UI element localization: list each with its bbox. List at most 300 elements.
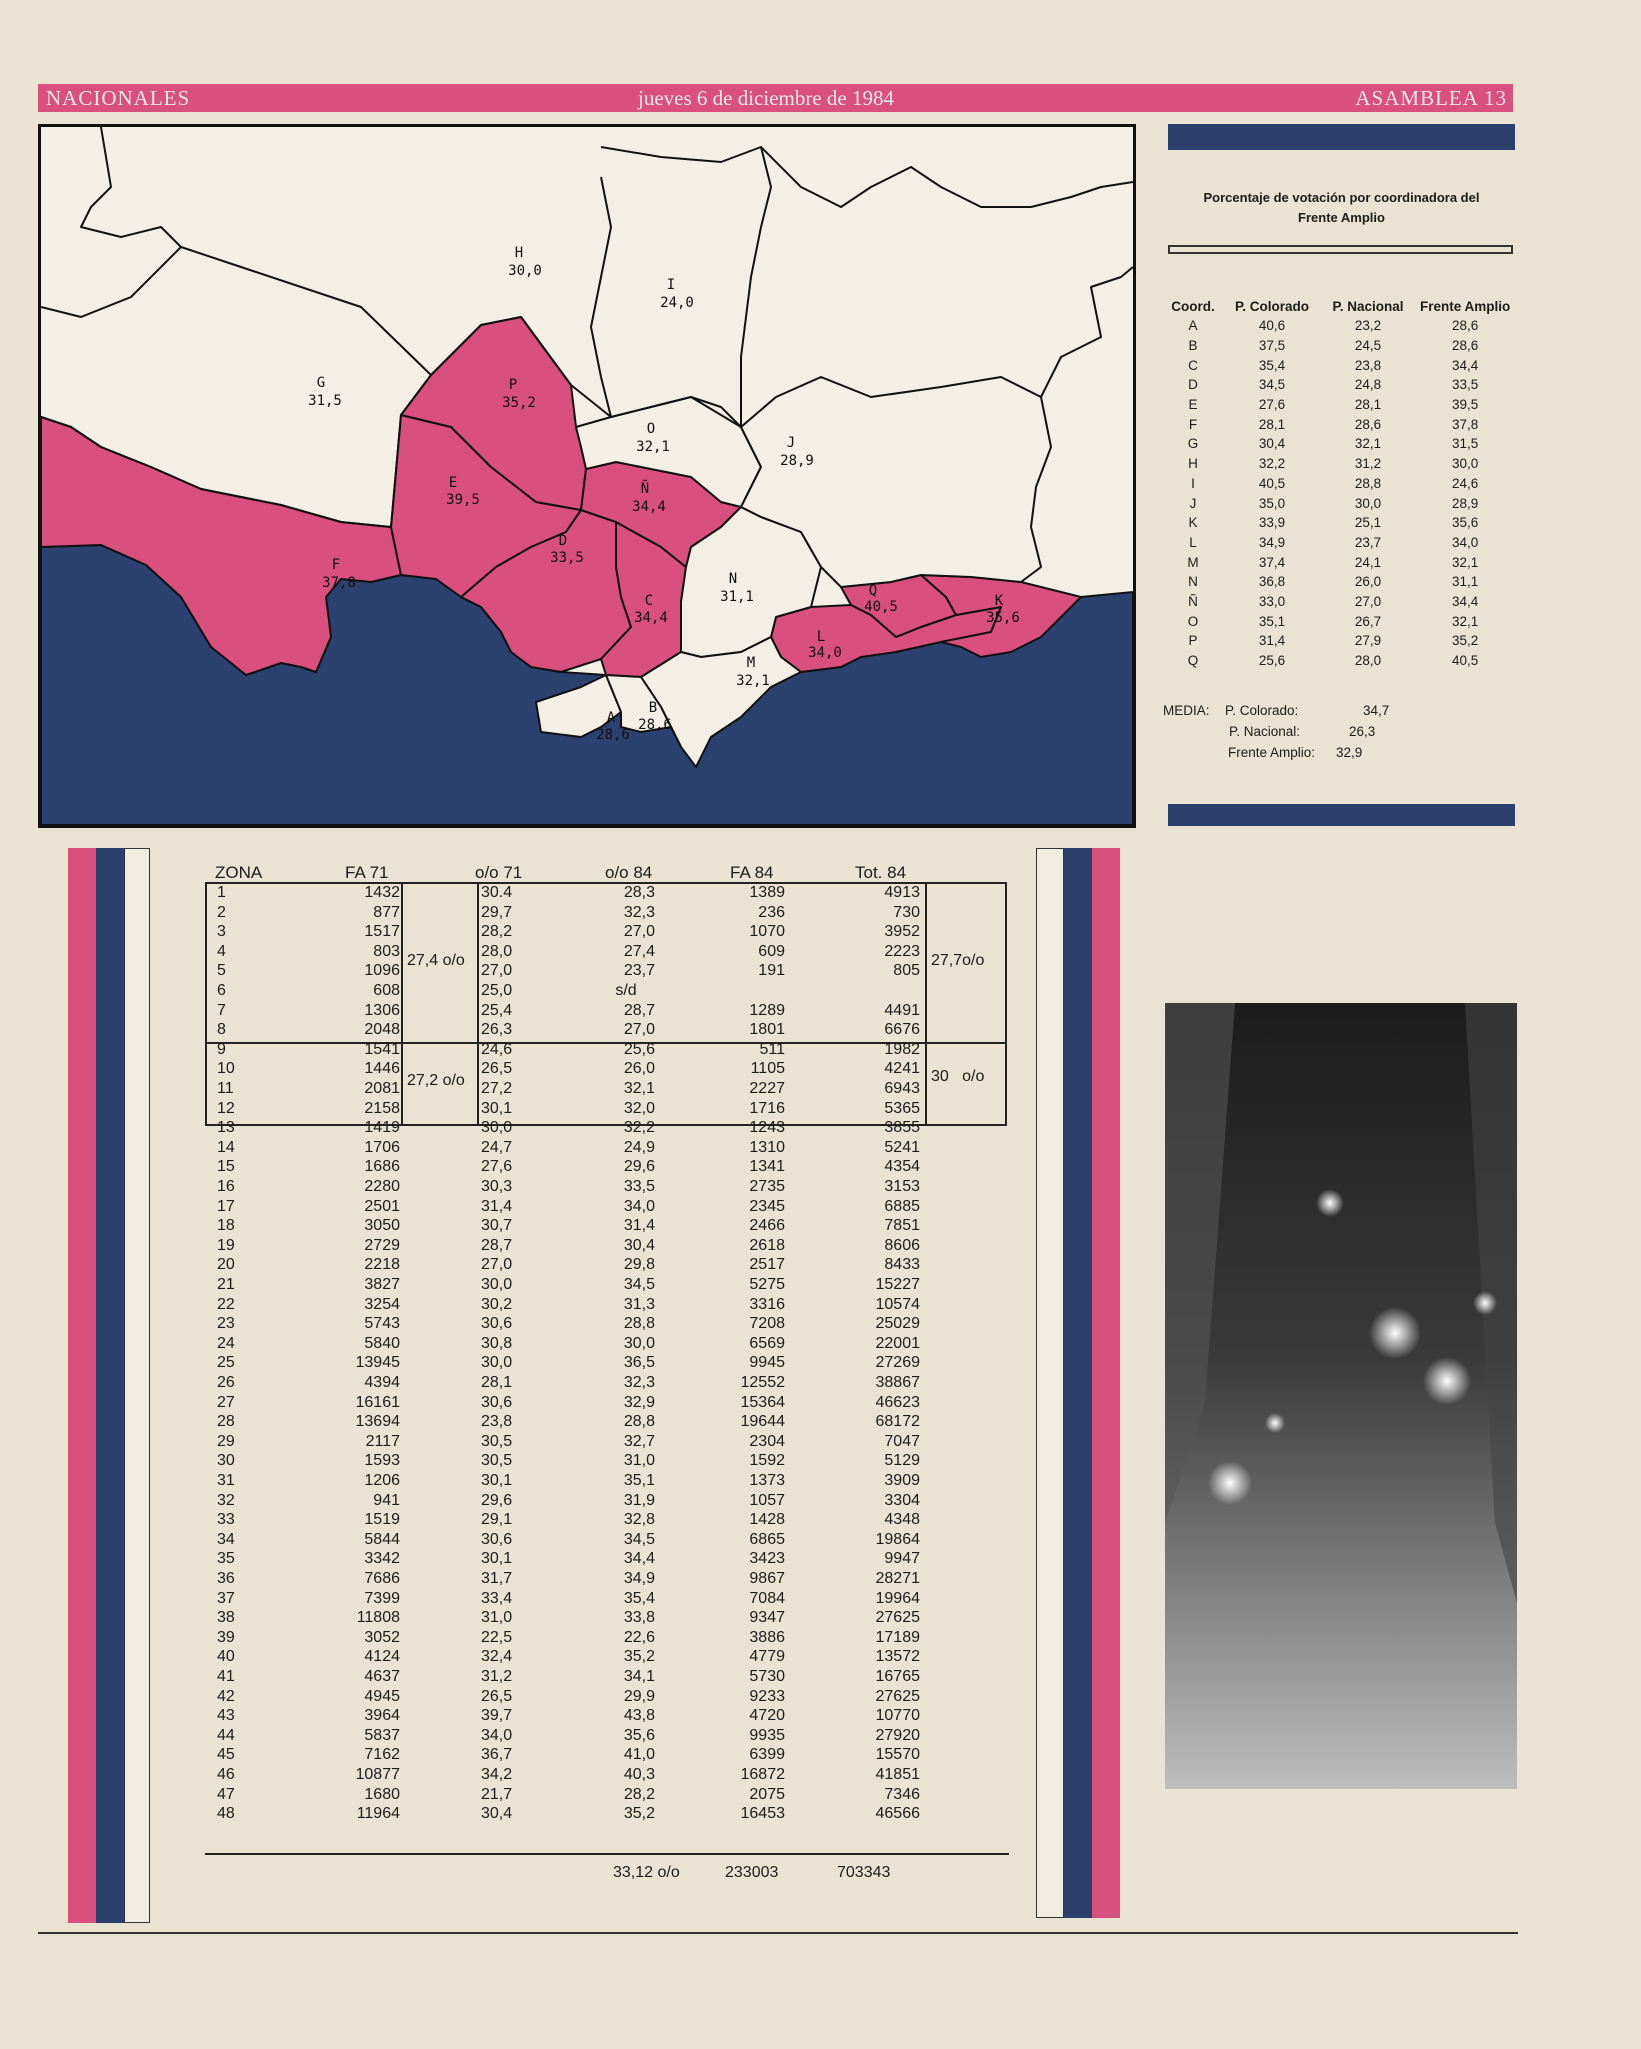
hdr-fa71: FA 71: [345, 863, 389, 882]
zona-fa71: 3050: [364, 1217, 400, 1235]
zona-fa84: 3886: [749, 1628, 785, 1646]
zona-pct71: 30,1: [481, 1550, 513, 1568]
zona-number: 40: [217, 1648, 235, 1666]
coord-code: J: [1189, 495, 1197, 511]
zona-pct84: 40,3: [623, 1766, 655, 1783]
coord-fa: 28,6: [1451, 338, 1479, 354]
zona-pct71: 33,4: [481, 1589, 513, 1607]
coord-table-body: [1162, 316, 1514, 670]
zona-pct71: 31,2: [481, 1668, 513, 1685]
zona-pct84: 28,2: [623, 1785, 655, 1803]
map-value-B: 28,6: [638, 717, 672, 733]
zona-pct84: 27,0: [623, 1021, 655, 1039]
zona-fa84: 1243: [749, 1119, 785, 1137]
zona-number: 25: [217, 1354, 235, 1372]
zona-number: 20: [217, 1256, 235, 1274]
zona-pct71: 31,4: [481, 1197, 513, 1215]
coord-code: P: [1188, 633, 1198, 649]
zona-fa71: 3342: [364, 1550, 400, 1568]
media-colorado-value: 34,7: [1363, 703, 1390, 718]
zona-number: 11: [217, 1080, 234, 1097]
zona-number: 16: [217, 1178, 235, 1195]
zona-tot84: 27920: [875, 1726, 920, 1744]
map-label-enie: Ñ: [640, 481, 650, 497]
zona-fa84: 1389: [749, 884, 785, 901]
coord-code: H: [1188, 456, 1198, 472]
zona-pct84: 41,0: [623, 1746, 655, 1764]
coord-row: [1162, 414, 1514, 434]
zona-pct71: 27,0: [481, 1256, 513, 1274]
zona-number: 5: [217, 962, 226, 980]
zona-tot84: 3153: [884, 1178, 920, 1195]
zona-pct84: 28,3: [623, 884, 655, 901]
map-value-E: 39,5: [446, 492, 480, 508]
legend-title: [1168, 188, 1515, 228]
zona-fa71: 1680: [364, 1785, 400, 1803]
zona-tot84: 4348: [884, 1511, 920, 1529]
zona-fa84: 1070: [749, 923, 785, 941]
map-value-O: 32,1: [636, 439, 670, 455]
zona-fa84: 1057: [749, 1491, 785, 1509]
zona-pct71: 30,7: [481, 1217, 513, 1235]
zona-tot84: 27625: [875, 1609, 920, 1627]
zona-pct84: 22,6: [623, 1628, 655, 1646]
coord-fa: 35,2: [1451, 633, 1479, 649]
zona-pct71: 27,2: [481, 1080, 513, 1097]
zona-fa71: 4637: [364, 1668, 400, 1685]
coord-fa: 39,5: [1451, 397, 1479, 413]
zona-number: 43: [217, 1707, 235, 1725]
coord-fa: 35,6: [1451, 515, 1479, 531]
zona-number: 46: [217, 1766, 235, 1783]
coord-row: [1162, 533, 1514, 553]
zona-number: 4: [217, 942, 226, 960]
zona-tot84: 16765: [875, 1668, 920, 1685]
zona-pct84: 34,5: [623, 1276, 655, 1293]
map-value-enie: 34,4: [632, 499, 666, 515]
zona-fa71: 2501: [364, 1197, 400, 1215]
zona-number: 21: [217, 1276, 235, 1293]
zona-pct84: 35,4: [623, 1589, 655, 1607]
zona-number: 36: [217, 1570, 235, 1587]
zona-fa71: 1206: [364, 1472, 400, 1489]
coord-fa: 28,6: [1451, 318, 1479, 334]
zona-fa71: 1446: [364, 1060, 400, 1078]
media-colorado-label: P. Colorado:: [1225, 703, 1299, 718]
zona-fa71: 13945: [355, 1354, 400, 1372]
coord-colorado: 40,6: [1258, 318, 1286, 334]
zona-tot84: 15570: [875, 1746, 920, 1764]
coord-row: [1162, 395, 1514, 415]
coast-nw: [81, 127, 181, 247]
map-label-D: D: [558, 533, 568, 549]
coord-row: [1162, 336, 1514, 356]
zona-number: 15: [217, 1158, 235, 1176]
zona-fa84: 16872: [740, 1766, 785, 1783]
zona-pct84: 25,6: [623, 1040, 655, 1058]
zona-fa71: 1686: [364, 1158, 400, 1176]
zona-fa71: 2218: [364, 1256, 400, 1274]
map-value-N: 31,1: [720, 589, 754, 605]
zona-fa84: 1310: [749, 1138, 785, 1156]
zona-number: 27: [217, 1393, 235, 1411]
zona-number: 22: [217, 1295, 235, 1313]
coord-colorado: 31,4: [1258, 633, 1286, 649]
legend-top-bar: [1168, 124, 1515, 150]
zona-fa71: 7686: [364, 1570, 400, 1587]
media-label: MEDIA:: [1163, 703, 1210, 718]
zona-fa84: 609: [758, 942, 785, 960]
legend-title-rule: [1168, 245, 1513, 254]
zona-tot84: 3909: [884, 1472, 920, 1489]
coord-colorado: 34,9: [1258, 534, 1286, 550]
zona-fa84: 2345: [749, 1197, 785, 1215]
zona-fa84: 15364: [740, 1393, 785, 1411]
right-flag-pink: [1092, 848, 1120, 1918]
zona-pct84: 28,7: [623, 1001, 655, 1019]
zona-pct84: 31,4: [623, 1217, 655, 1235]
zona-fa84: 2075: [749, 1785, 785, 1803]
zona-pct84: 34,5: [623, 1530, 655, 1548]
zona-fa84: 1716: [749, 1099, 785, 1117]
zona-number: 2: [217, 903, 226, 921]
zona-fa84: 191: [758, 962, 785, 980]
zona-pct71: 30,6: [481, 1315, 513, 1333]
page-header-band: [38, 84, 1513, 112]
zona-number: 47: [217, 1785, 235, 1803]
zona-tot84: 25029: [875, 1315, 920, 1333]
map-value-Q: 40,5: [864, 599, 898, 615]
zona-pct71: 26,5: [481, 1060, 513, 1078]
coord-fa: 30,0: [1451, 456, 1479, 472]
coord-code: Q: [1187, 653, 1199, 669]
zona-pct84: 36,5: [623, 1354, 655, 1372]
map-label-H: H: [514, 245, 524, 261]
zona-pct84: 30,4: [623, 1236, 655, 1254]
zona-fa84: 236: [758, 903, 785, 921]
zona-fa84: 12552: [740, 1374, 785, 1391]
coord-code: K: [1188, 515, 1198, 531]
coord-fa: 31,1: [1451, 574, 1479, 590]
coord-row: [1162, 355, 1514, 375]
zona-fa71: 2280: [364, 1178, 400, 1195]
zona-fa71: 608: [373, 982, 400, 999]
map-label-N: N: [728, 571, 738, 587]
zona-tot84: 4354: [884, 1158, 920, 1176]
zona-pct71: 28,0: [481, 942, 513, 960]
zona-pct71: 28,2: [481, 923, 513, 941]
coord-table-header: [1162, 296, 1514, 316]
zona-tot84: 6676: [884, 1021, 920, 1039]
coord-code: D: [1188, 377, 1198, 393]
media-fa-label: Frente Amplio:: [1228, 745, 1316, 760]
coord-colorado: 25,6: [1258, 653, 1286, 669]
zona-tot84: 8433: [884, 1256, 920, 1274]
coord-row: [1162, 474, 1514, 494]
zona-pct71: 30,0: [481, 1119, 513, 1137]
map-label-K: K: [994, 593, 1004, 609]
zona-tot84: 28271: [875, 1570, 920, 1587]
coord-fa: 24,6: [1451, 475, 1479, 491]
zona-fa84: 2735: [749, 1178, 785, 1195]
map-label-P: P: [508, 377, 518, 393]
coord-nacional: 24,8: [1354, 377, 1382, 393]
zona-pct84: 32,2: [623, 1119, 655, 1137]
zona-tot84: 7346: [884, 1785, 920, 1803]
group-vline-left: [401, 882, 403, 1126]
zona-pct84: 43,8: [623, 1707, 655, 1725]
issue-date: jueves 6 de diciembre de 1984: [638, 86, 894, 110]
hdr-pct71: o/o 71: [475, 863, 523, 882]
zona-pct71: 30,6: [481, 1393, 513, 1411]
coord-code: I: [1191, 475, 1195, 491]
total-pct: 33,12 o/o: [613, 1864, 680, 1881]
zona-pct71: 23,8: [481, 1413, 513, 1431]
zona-number: 29: [217, 1432, 235, 1450]
zona-fa84: 1341: [749, 1158, 785, 1176]
section-name: NACIONALES: [46, 86, 191, 110]
coord-row: [1162, 513, 1514, 533]
coord-nacional: 23,8: [1354, 357, 1382, 373]
zona-fa84: 1373: [749, 1472, 785, 1489]
coord-fa: 28,9: [1451, 495, 1479, 511]
zona-number: 35: [217, 1550, 235, 1568]
zona-fa84: 1105: [750, 1060, 785, 1078]
zona-number: 24: [217, 1334, 235, 1352]
map-svg: [41, 127, 1133, 825]
zona-pct71: 22,5: [481, 1628, 513, 1646]
zona-fa84: 6569: [749, 1334, 785, 1352]
coord-row: [1162, 552, 1514, 572]
coord-code: E: [1188, 397, 1198, 413]
total-fa84: 233003: [725, 1864, 779, 1881]
zona-number: 39: [217, 1628, 235, 1646]
zona-fa84: 7084: [749, 1589, 785, 1607]
zona-fa71: 4394: [364, 1374, 400, 1391]
crowd-photo: [1165, 1003, 1517, 1789]
map-value-F: 37,8: [322, 575, 356, 591]
left-flag-pink: [68, 848, 96, 1923]
zona-fa71: 10877: [355, 1766, 400, 1783]
zona-tot84: 22001: [875, 1334, 920, 1352]
zona-number: 6: [217, 982, 226, 999]
zona-fa71: 4945: [364, 1687, 400, 1705]
zona-fa84: 9935: [749, 1726, 785, 1744]
coord-colorado: 27,6: [1258, 397, 1286, 413]
zona-tot84: 5129: [884, 1452, 920, 1470]
photo-light-4: [1316, 1189, 1344, 1217]
zona-fa84: 9347: [749, 1609, 785, 1627]
zona-tot84: 10574: [875, 1295, 920, 1313]
zona-pct71: 30,6: [481, 1530, 513, 1548]
zona-fa71: 11964: [356, 1805, 400, 1823]
group2-right-pct: 30 o/o: [931, 1068, 985, 1085]
coord-nacional: 32,1: [1354, 436, 1382, 452]
zona-number: 32: [217, 1491, 235, 1509]
zona-fa84: 1428: [749, 1511, 785, 1529]
zona-pct84: 34,4: [623, 1550, 655, 1568]
media-nacional-value: 26,3: [1349, 724, 1376, 739]
zona-fa84: 5730: [749, 1668, 785, 1685]
zona-fa71: 1541: [364, 1040, 400, 1058]
zona-fa84: 3316: [749, 1295, 785, 1313]
zona-fa71: 1519: [364, 1511, 400, 1529]
zona-number: 33: [217, 1511, 235, 1529]
coord-fa: 33,5: [1451, 377, 1479, 393]
map-value-M: 32,1: [736, 673, 770, 689]
zona-tot84: 730: [893, 903, 920, 921]
zona-pct84: 35,2: [623, 1648, 655, 1666]
zona-fa71: 1306: [364, 1001, 400, 1019]
coord-row: [1162, 651, 1514, 671]
zona-pct84: 32,1: [623, 1080, 655, 1097]
col-nacional: P. Nacional: [1332, 298, 1404, 314]
map-value-A: 28,6: [596, 727, 630, 743]
zona-pct71: 30,1: [481, 1472, 513, 1489]
zona-tot84: 9947: [884, 1550, 920, 1568]
coord-nacional: 25,1: [1354, 515, 1382, 531]
zona-tot84: 41851: [875, 1766, 920, 1783]
zona-pct84: 30,0: [623, 1334, 655, 1352]
zona-pct84: 35,2: [623, 1805, 655, 1823]
zona-tot84: 13572: [875, 1648, 920, 1666]
zona-pct84: 34,9: [623, 1570, 655, 1587]
coord-fa: 34,4: [1451, 357, 1479, 373]
zona-pct71: 24,7: [481, 1138, 513, 1156]
zona-fa71: 1517: [364, 923, 400, 941]
media-fa-value: 32,9: [1336, 745, 1363, 760]
zona-pct71: 25,0: [481, 982, 513, 999]
coord-fa: 34,0: [1451, 534, 1479, 550]
coord-nacional: 28,8: [1354, 475, 1382, 491]
zona-fa71: 2729: [364, 1236, 400, 1254]
map-value-G: 31,5: [308, 393, 342, 409]
page-bottom-rule: [38, 1932, 1518, 1934]
coord-nacional: 28,0: [1354, 653, 1382, 669]
zona-pct71: 30,4: [481, 1805, 513, 1823]
zona-pct84: 31,0: [623, 1452, 655, 1470]
zona-tot84: 7851: [884, 1217, 920, 1235]
map-value-D: 33,5: [550, 550, 584, 566]
hdr-zona: ZONA: [215, 863, 263, 882]
zona-pct84: 32,9: [623, 1393, 655, 1411]
zona-tot84: 46566: [875, 1805, 920, 1823]
zona-number: 41: [217, 1668, 235, 1685]
zona-tot84: 4491: [884, 1001, 920, 1019]
zona-number: 31: [217, 1472, 235, 1489]
zona-number: 26: [217, 1374, 235, 1391]
zona-pct71: 29,7: [481, 903, 513, 921]
zona-fa71: 877: [373, 903, 400, 921]
zona-fa71: 5844: [364, 1530, 400, 1548]
zona-fa71: 5837: [364, 1726, 400, 1744]
map-value-I: 24,0: [660, 295, 694, 311]
zona-fa71: 1593: [364, 1452, 400, 1470]
group-vline-mid: [477, 882, 479, 1126]
zona-tot84: 805: [893, 962, 920, 980]
zona-fa84: 5275: [749, 1276, 785, 1293]
zona-fa84: 2466: [749, 1217, 785, 1235]
coord-nacional: 27,0: [1354, 593, 1382, 609]
map-label-A: A: [606, 710, 616, 726]
coord-nacional: 23,7: [1354, 534, 1382, 550]
coord-colorado: 34,5: [1258, 377, 1286, 393]
map-value-J: 28,9: [780, 453, 814, 469]
zona-tot84: 6943: [884, 1080, 920, 1097]
coord-code: M: [1187, 554, 1199, 570]
zona-pct84: 32,0: [623, 1099, 655, 1117]
zona-number: 12: [217, 1099, 235, 1117]
zona-number: 9: [217, 1040, 226, 1058]
zona-pct84: 34,1: [623, 1668, 655, 1685]
map-value-P: 35,2: [502, 395, 536, 411]
coord-code: O: [1187, 613, 1199, 629]
zona-pct84: 32,7: [623, 1432, 655, 1450]
page-number: ASAMBLEA 13: [1355, 86, 1507, 110]
zona-tot84: 5365: [884, 1099, 920, 1117]
zona-number: 19: [217, 1236, 235, 1254]
zona-fa71: 2081: [364, 1080, 400, 1097]
zona-pct71: 30,2: [481, 1295, 513, 1313]
zona-number: 18: [217, 1217, 235, 1235]
zona-fa71: 1432: [364, 884, 400, 901]
hdr-tot84: Tot. 84: [855, 863, 907, 882]
zona-fa84: 4720: [749, 1707, 785, 1725]
coord-row: [1162, 493, 1514, 513]
zona-pct84: 29,8: [623, 1256, 655, 1274]
coord-colorado: 28,1: [1258, 416, 1286, 432]
coord-row: [1162, 611, 1514, 631]
col-coord: Coord.: [1171, 298, 1215, 314]
zona-tot84: 3855: [884, 1119, 920, 1137]
zona-results-table: [205, 863, 1017, 1881]
photo-light-2: [1423, 1357, 1471, 1405]
legend-bottom-bar: [1168, 804, 1515, 826]
map-label-Q: Q: [868, 583, 878, 599]
zona-pct71: 39,7: [481, 1707, 513, 1725]
coord-code: A: [1188, 318, 1198, 334]
group2-left-pct: 27,2 o/o: [407, 1072, 465, 1089]
coord-fa: 40,5: [1451, 653, 1479, 669]
zona-pct71: 36,7: [481, 1746, 513, 1764]
zona-pct84: 29,6: [623, 1158, 655, 1176]
zona-fa84: 2517: [749, 1256, 785, 1274]
coord-row: [1162, 592, 1514, 612]
zona-pct71: 27,6: [481, 1158, 513, 1176]
coord-colorado: 37,5: [1258, 338, 1286, 354]
zona-fa71: 2048: [364, 1021, 400, 1039]
zona-fa71: 7399: [364, 1589, 400, 1607]
coord-code: Ñ: [1188, 593, 1198, 609]
zona-pct84: 27,0: [623, 923, 655, 941]
zona-pct71: 30,5: [481, 1432, 513, 1450]
photo-light-5: [1265, 1413, 1285, 1433]
legend-title-line2: Frente Amplio: [1298, 210, 1385, 225]
photo-light-1: [1369, 1307, 1421, 1359]
coord-row: [1162, 454, 1514, 474]
coord-row: [1162, 631, 1514, 651]
coord-fa: 32,1: [1451, 554, 1479, 570]
zona-fa71: 3254: [364, 1295, 400, 1313]
zona-pct84: 33,8: [623, 1609, 655, 1627]
map-value-K: 35,6: [986, 610, 1020, 626]
zona-fa71: 803: [373, 942, 400, 960]
zona-pct84: 35,6: [623, 1726, 655, 1744]
map-label-J: J: [786, 435, 796, 451]
zona-pct84: 27,4: [623, 942, 655, 960]
coord-nacional: 23,2: [1354, 318, 1382, 334]
zona-pct71: 31,0: [481, 1609, 513, 1627]
